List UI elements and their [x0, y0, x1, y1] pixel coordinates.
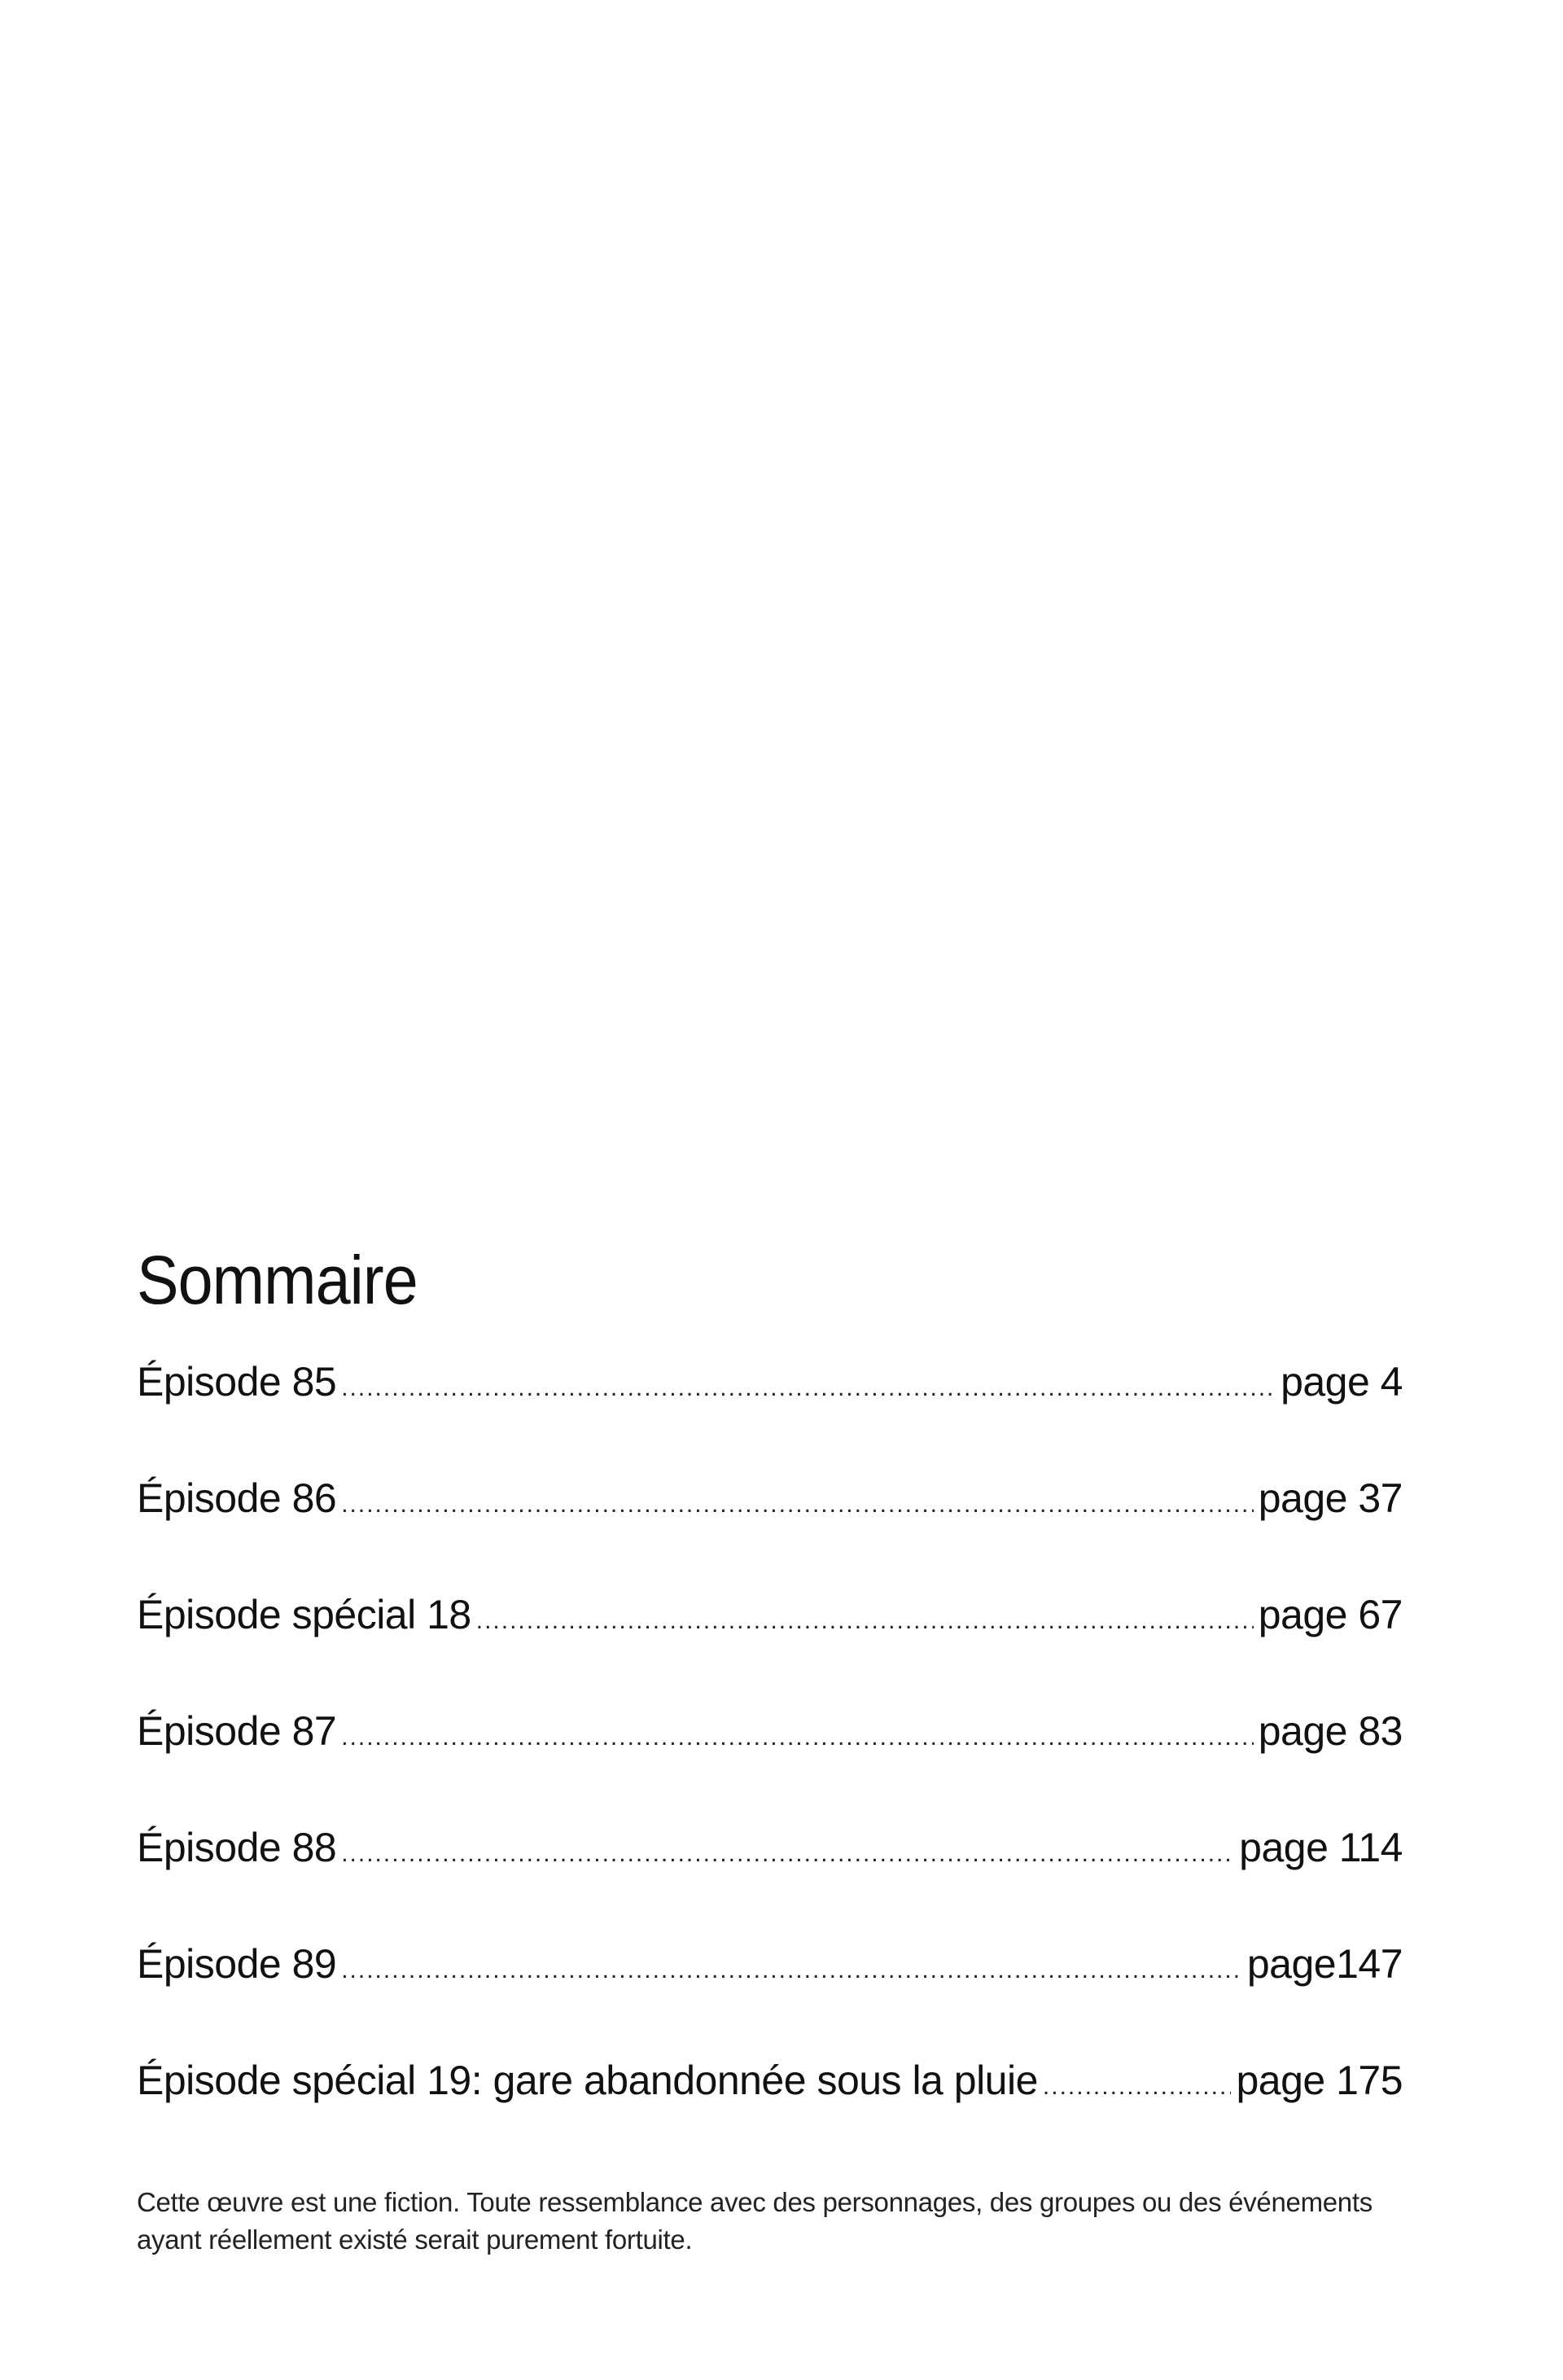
fiction-disclaimer [137, 2184, 1407, 2259]
toc-dot-leader [341, 1376, 1276, 1400]
table-of-contents [137, 1242, 1403, 2176]
toc-entry [137, 2060, 1403, 2176]
toc-entry-label: Épisode 87 [137, 1708, 337, 1754]
toc-dot-leader [341, 1842, 1234, 1866]
disclaimer-line: Cette œuvre est une fiction. Toute ressemblance avec des personnages, des groupes ou des événements [137, 2187, 1373, 2217]
toc-entry-label: Épisode spécial 18 [137, 1592, 471, 1637]
toc-entry [137, 1708, 1403, 1827]
toc-dot-leader [341, 1492, 1254, 1517]
toc-entry-label: Épisode 89 [137, 1941, 337, 1987]
toc-entry-label: Épisode 85 [137, 1359, 337, 1405]
toc-entry-page: page 67 [1258, 1592, 1403, 1637]
toc-list [137, 1361, 1403, 2176]
toc-entry-label: Épisode spécial 19: gare abandonnée sous la pluie [137, 2058, 1038, 2103]
toc-entry-label: Épisode 88 [137, 1825, 337, 1870]
toc-entry-page: page 37 [1258, 1475, 1403, 1521]
toc-dot-leader [1043, 2075, 1232, 2099]
toc-entry-page: page 175 [1236, 2058, 1403, 2103]
toc-entry [137, 1475, 1403, 1594]
toc-entry [137, 1594, 1403, 1711]
toc-dot-leader [341, 1725, 1254, 1750]
disclaimer-line: ayant réellement existé serait purement fortuite. [137, 2224, 693, 2255]
toc-title: Sommaire [137, 1242, 418, 1318]
toc-entry [137, 1361, 1403, 1478]
toc-dot-leader [476, 1609, 1254, 1633]
toc-entry-page: page 4 [1281, 1359, 1403, 1405]
toc-entry-page: page 83 [1258, 1708, 1403, 1754]
toc-entry-page: page147 [1246, 1941, 1403, 1987]
toc-entry-page: page 114 [1239, 1825, 1403, 1870]
toc-entry-label: Épisode 86 [137, 1475, 337, 1521]
toc-dot-leader [341, 1958, 1242, 1983]
toc-entry [137, 1827, 1403, 1944]
toc-entry [137, 1941, 1403, 2060]
